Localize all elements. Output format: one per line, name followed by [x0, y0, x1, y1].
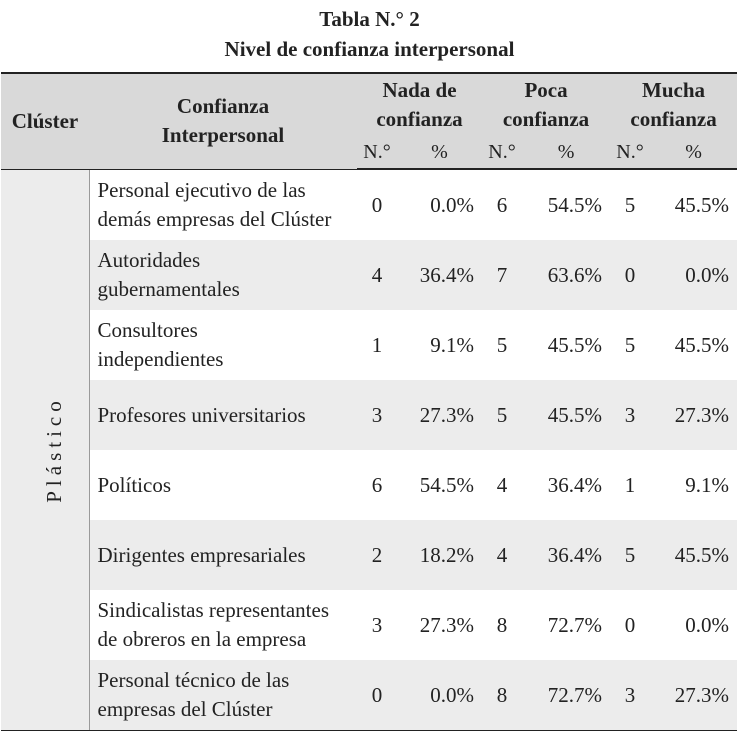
header-pct: %: [397, 136, 482, 169]
percent-cell: 45.5%: [650, 520, 737, 590]
count-cell: 0: [357, 660, 397, 731]
count-cell: 2: [357, 520, 397, 590]
row-label: [89, 240, 357, 310]
header-group-line1: Nada de: [382, 78, 457, 102]
table-body: [1, 169, 737, 731]
table-title: Tabla N.° 2: [319, 7, 420, 31]
row-label-line1: Profesores universitarios: [97, 402, 306, 427]
percent-cell: 72.7%: [522, 660, 610, 731]
row-label-line2: demás empresas del Clúster: [97, 206, 332, 231]
percent-cell: 0.0%: [397, 169, 482, 240]
percent-cell: 27.3%: [397, 380, 482, 450]
table-row: [1, 240, 737, 310]
percent-cell: 9.1%: [685, 472, 730, 497]
count-cell: 1: [624, 472, 636, 497]
header-n: N.°: [610, 136, 650, 169]
header-pct: %: [650, 136, 737, 169]
header-group-line1: Mucha: [642, 78, 706, 102]
header-group-mucha: [610, 73, 737, 136]
row-label: [89, 660, 357, 731]
percent-cell: 45.5%: [547, 332, 603, 357]
table-row: [1, 660, 737, 731]
count-cell: 3: [371, 612, 383, 637]
header-confianza: [89, 73, 357, 169]
row-label: [89, 380, 357, 450]
percent-cell: 54.5%: [419, 472, 475, 497]
count-cell: 8: [482, 660, 522, 731]
percent-cell: 36.4%: [547, 472, 603, 497]
percent-cell: 27.3%: [650, 380, 737, 450]
count-cell: 4: [357, 240, 397, 310]
row-label: [89, 169, 357, 240]
count-cell: 4: [496, 472, 508, 497]
header-cluster: Clúster: [1, 73, 89, 169]
percent-cell: 45.5%: [674, 332, 730, 357]
header-group-line2: confianza: [376, 107, 463, 131]
header-group-line2: confianza: [502, 107, 590, 131]
row-label-line2: empresas del Clúster: [97, 697, 273, 721]
percent-cell: 27.3%: [419, 612, 475, 637]
count-cell: 5: [624, 332, 636, 357]
count-cell: 6: [482, 169, 522, 240]
count-cell: 0: [357, 169, 397, 240]
table-caption: [0, 4, 739, 64]
row-label-line1: Personal técnico de las: [97, 668, 290, 692]
table-row: [1, 520, 737, 590]
row-label: [89, 520, 357, 590]
row-label: [89, 590, 357, 660]
header-group-line2: confianza: [630, 107, 717, 131]
row-label-line1: Políticos: [97, 472, 172, 497]
header-group-line1: Poca: [524, 78, 568, 102]
percent-cell: 72.7%: [547, 612, 603, 637]
percent-cell: 36.4%: [397, 240, 482, 310]
header-confianza-line1: Confianza: [176, 94, 270, 119]
cluster-label: Plástico: [41, 396, 66, 503]
table-row: [1, 310, 737, 380]
percent-cell: 54.5%: [522, 169, 610, 240]
header-group-poca: [482, 73, 610, 136]
count-cell: 5: [610, 169, 650, 240]
row-label-line1: Autoridades: [97, 248, 201, 272]
count-cell: 1: [371, 332, 383, 357]
count-cell: 5: [610, 520, 650, 590]
percent-cell: 45.5%: [522, 380, 610, 450]
count-cell: 4: [482, 520, 522, 590]
header-n: N.°: [357, 136, 397, 169]
row-label-line2: de obreros en la empresa: [97, 627, 307, 651]
row-label-line1: Consultores: [97, 318, 198, 342]
table-row: [1, 590, 737, 660]
count-cell: 5: [482, 380, 522, 450]
percent-cell: 0.0%: [650, 240, 737, 310]
count-cell: 3: [610, 660, 650, 731]
row-label-line1: Sindicalistas representantes: [97, 598, 330, 622]
count-cell: 7: [482, 240, 522, 310]
row-label-line2: independientes: [97, 347, 224, 371]
row-label-line1: Dirigentes empresariales: [97, 542, 306, 567]
row-label: [89, 450, 357, 520]
confidence-table: [1, 72, 737, 731]
percent-cell: 45.5%: [650, 169, 737, 240]
percent-cell: 0.0%: [685, 612, 730, 637]
table-row: [1, 380, 737, 450]
row-label-line1: Personal ejecutivo de las: [97, 177, 306, 202]
table-row: [1, 169, 737, 240]
header-group-nada: [357, 73, 482, 136]
table-row: [1, 450, 737, 520]
count-cell: 0: [624, 612, 636, 637]
count-cell: 6: [371, 472, 383, 497]
header-n: N.°: [482, 136, 522, 169]
count-cell: 3: [357, 380, 397, 450]
percent-cell: 63.6%: [522, 240, 610, 310]
row-label-line2: gubernamentales: [97, 277, 240, 301]
header-confianza-line2: Interpersonal: [161, 123, 285, 148]
percent-cell: 18.2%: [397, 520, 482, 590]
count-cell: 5: [496, 332, 508, 357]
cluster-cell: [1, 169, 89, 731]
header-pct: %: [522, 136, 610, 169]
count-cell: 0: [610, 240, 650, 310]
percent-cell: 27.3%: [650, 660, 737, 731]
percent-cell: 0.0%: [397, 660, 482, 731]
count-cell: 8: [496, 612, 508, 637]
percent-cell: 36.4%: [522, 520, 610, 590]
row-label: [89, 310, 357, 380]
percent-cell: 9.1%: [430, 332, 475, 357]
table-subtitle: Nivel de confianza interpersonal: [224, 37, 515, 61]
count-cell: 3: [610, 380, 650, 450]
